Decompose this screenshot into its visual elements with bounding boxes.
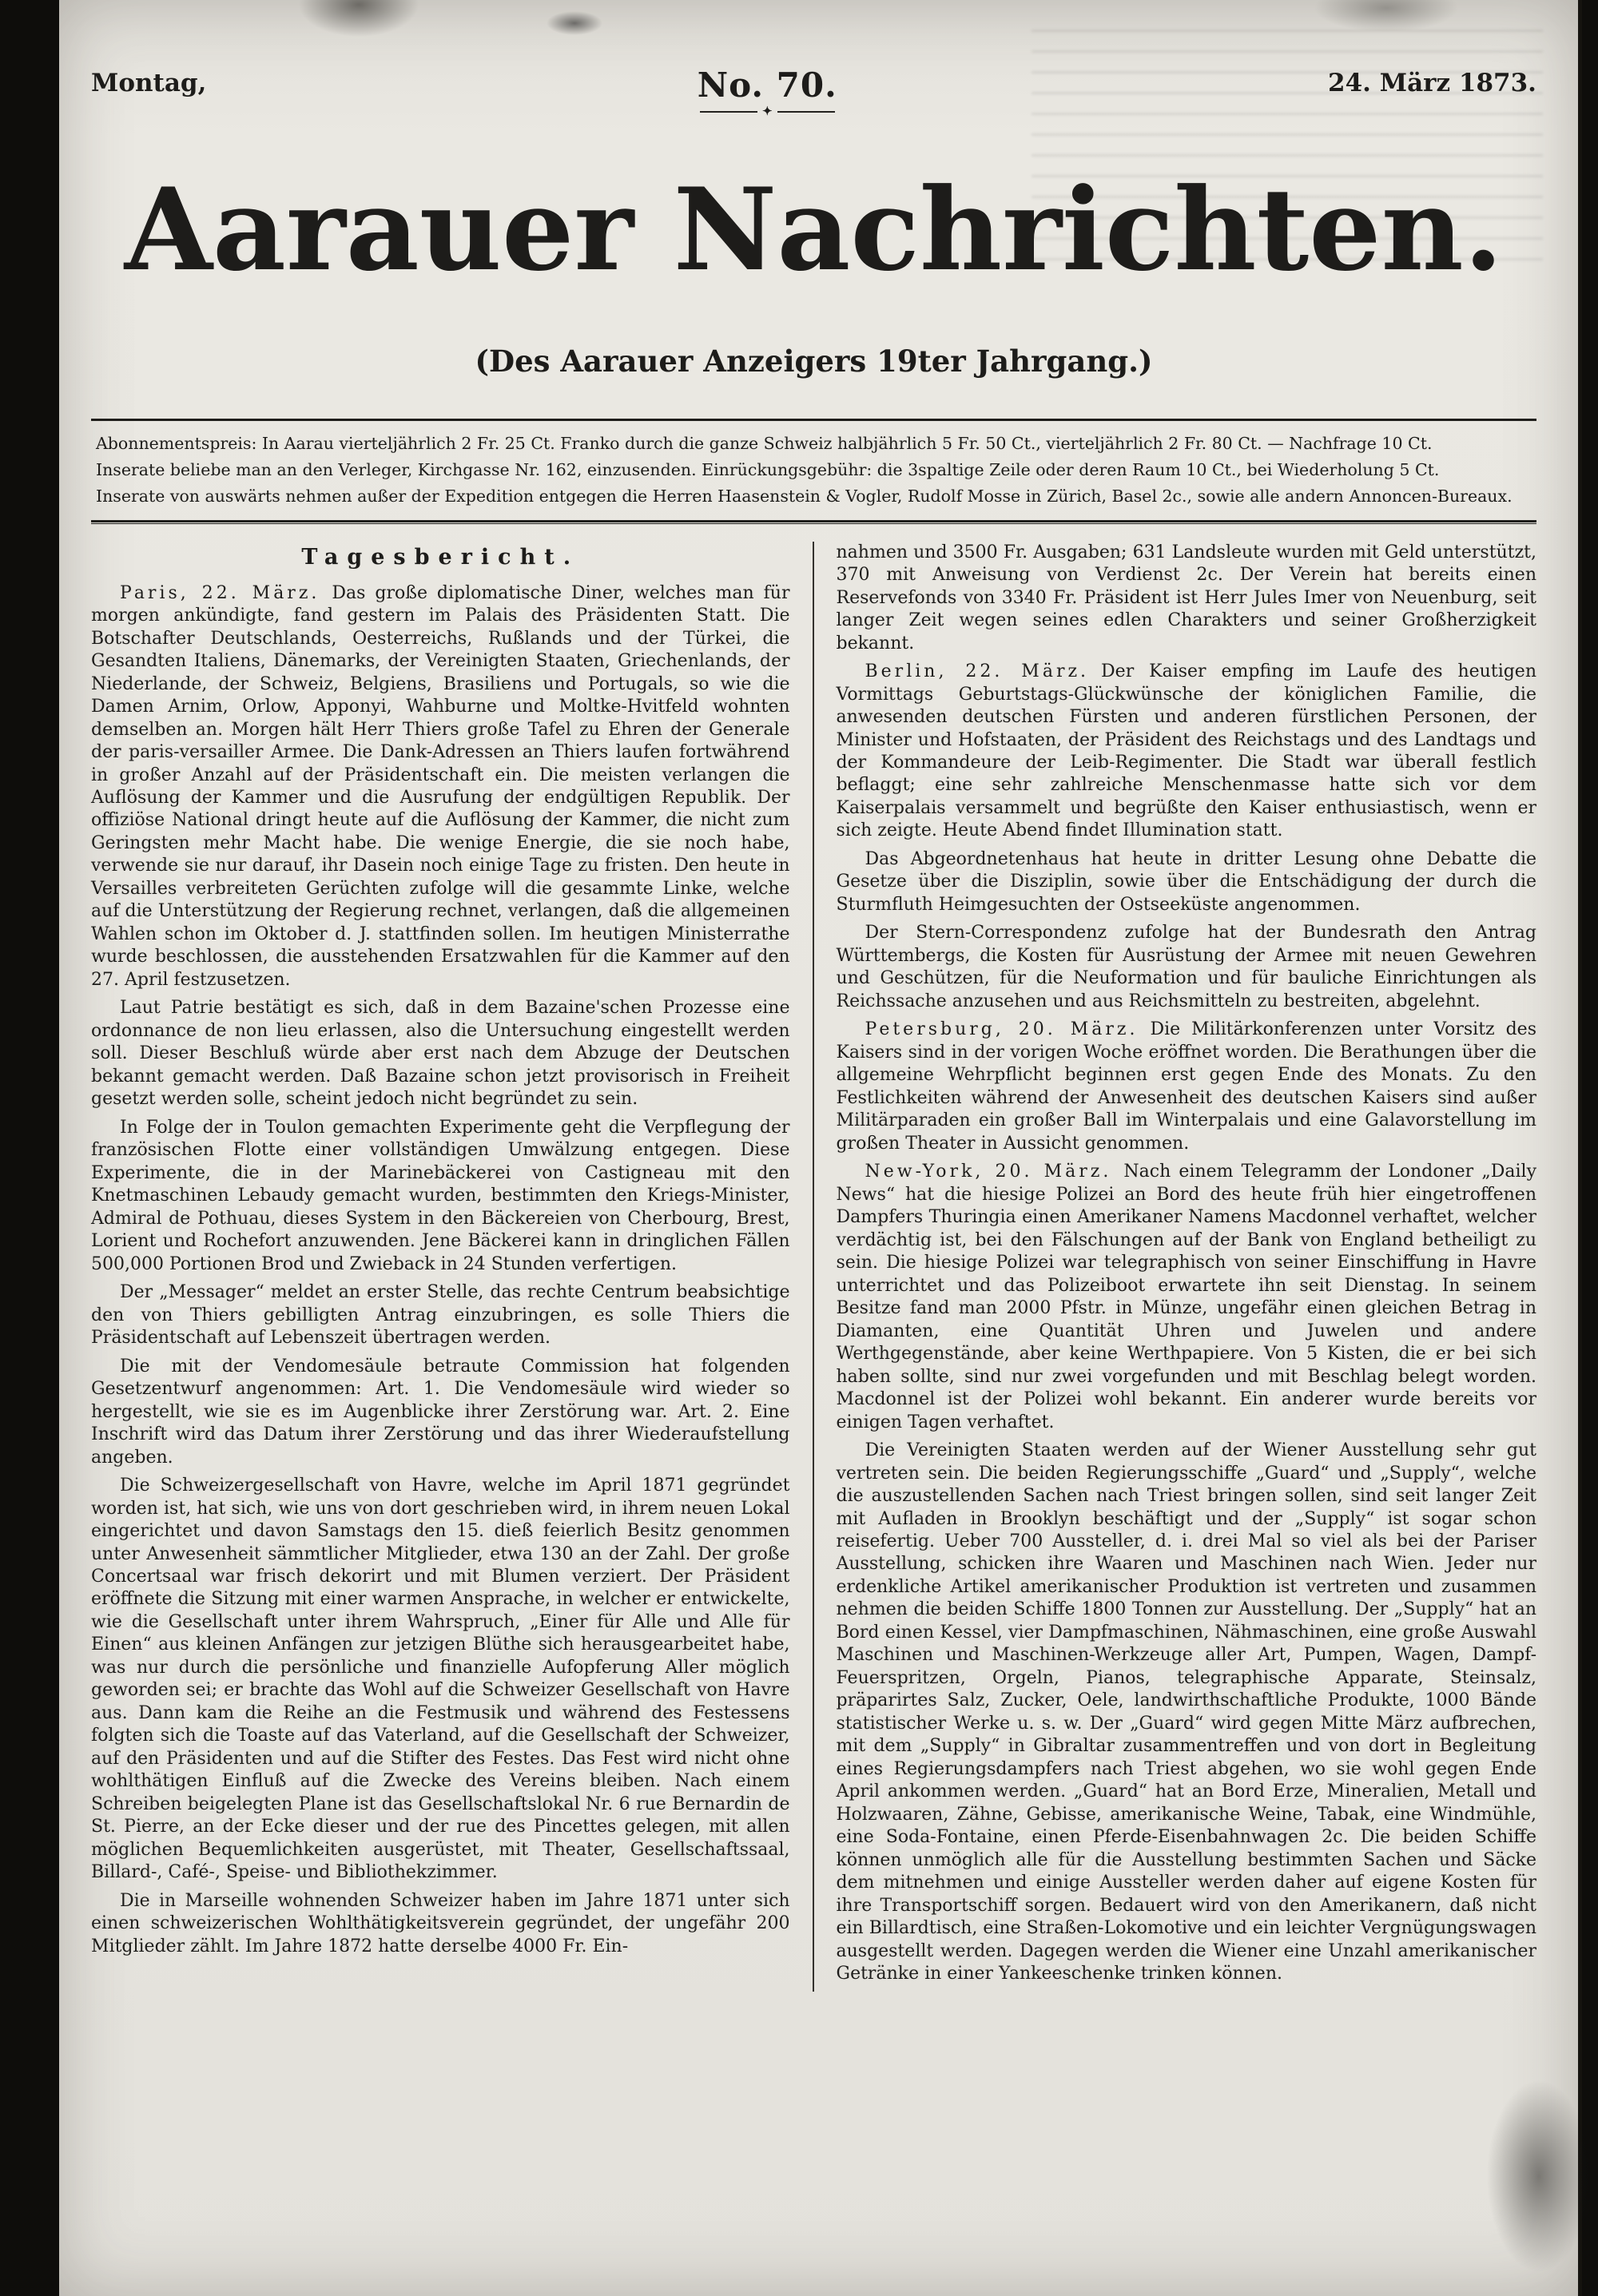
- column-left: [91, 542, 814, 1992]
- imprint-line: Inserate von auswärts nehmen außer der Expedition entgegen die Herren Haasenstein & Vogler, Rudolf Mosse in Zürich, Basel 2c., sowie alle andern Annoncen-Bureaux.: [96, 487, 1513, 506]
- article-dateline: Paris, 22. März.: [120, 582, 332, 603]
- article-paragraph: nahmen und 3500 Fr. Ausgaben; 631 Landsleute wurden mit Geld unterstützt, 370 mit Anweisung von Verdienst 2c. Der Verein hat bereits einen Reservefonds von 3340 Fr. Präsident ist Herr Jules Imer von Neuenburg, seit langer Zeit wegen seines edlen Charakters und seiner Großherzigkeit bekannt.: [836, 542, 1536, 653]
- article-paragraph: Die in Marseille wohnenden Schweizer haben im Jahre 1871 unter sich einen schweizerischen Wohlthätigkeitsverein gegründet, der ungefähr 200 Mitglieder zählt. Im Jahre 1872 hatte derselbe 4000 Fr. Ein-: [91, 1890, 790, 1956]
- article-paragraph: Petersburg, 20. März. Die Militärkonferenzen unter Vorsitz des Kaisers sind in der vorigen Woche eröffnet worden. Die Berathungen über die allgemeine Wehrpflicht beginnen erst gegen Ende des Monats. Zu den Festlichkeiten während der Anwesenheit des deutschen Kaisers sind außer Militärparaden ein großer Ball im Winterpalais und eine Galavorstellung im großen Theater in Aussicht genommen.: [836, 1019, 1536, 1154]
- article-dateline: Berlin, 22. März.: [865, 661, 1102, 682]
- article-paragraph: Paris, 22. März. Das große diplomatische Diner, welches man für morgen ankündigte, fand gestern im Palais des Präsidenten Statt. Die Botschafter Deutschlands, Oesterreichs, Rußlands und der Türkei, die Gesandten Italiens, Dänemarks, der Vereinigten Staaten, Griechenlands, der Niederlande, der Schweiz, Belgiens, Brasiliens und Portugals, so wie die Damen Arnim, Orlow, Apponyi, Wahburne und Moltke-Hvitfeld wohnten demselben an. Morgen hält Herr Thiers große Tafel zu Ehren der Generale der paris-versailler Armee. Die Dank-Adressen an Thiers laufen fortwährend in großer Anzahl auf der Präsidentschaft ein. Die meisten verlangen die Auflösung der Kammer und die Ausrufung der endgültigen Republik. Der offiziöse National dringt heute auf die Auflösung der Kammer, die nicht zum Geringsten mehr Macht habe. Die wenige Energie, die sie noch habe, verwende sie nur darauf, ihr Dasein noch einige Tage zu fristen. Den heute in Versailles verbreiteten Gerüchten zufolge will die gesammte Linke, welche auf die Unterstützung der Regierung rechnet, verlangen, daß die allgemeinen Wahlen schon im Oktober d. J. stattfinden sollen. Im heutigen Ministerrathe wurde beschlossen, die ausstehenden Ersatzwahlen für die Kammer auf den 27. April festzusetzen.: [91, 582, 790, 990]
- ornament-icon: ✦: [761, 104, 773, 118]
- article-dateline: Petersburg, 20. März.: [865, 1019, 1151, 1040]
- article-column-body: [837, 542, 1537, 1986]
- imprint-line: Abonnementspreis: In Aarau vierteljährlich 2 Fr. 25 Ct. Franko durch die ganze Schweiz halbjährlich 5 Fr. 50 Ct., vierteljährlich 2 Fr. 80 Ct. — Nachfrage 10 Ct.: [96, 434, 1433, 454]
- article-dateline: New-York, 20. März.: [865, 1162, 1124, 1182]
- imprint-line: Inserate beliebe man an den Verleger, Kirchgasse Nr. 162, einzusenden. Einrückungsgebühr: die 3spaltige Zeile oder deren Raum 10 Ct., bei Wiederholung 5 Ct.: [96, 460, 1440, 480]
- article-paragraph: Die Schweizergesellschaft von Havre, welche im April 1871 gegründet worden ist, hat sich, wie uns von dort geschrieben wird, in ihrem neuen Lokal eingerichtet und davon Samstags den 15. dieß feierlich Besitz genommen unter Anwesenheit sämmtlicher Mitglieder, etwa 130 an der Zahl. Der große Concertsaal war frisch dekorirt und mit Blumen verziert. Der Präsident eröffnete die Sitzung mit einer warmen Ansprache, in welcher er entwickelte, wie die Gesellschaft unter ihrem Wahrspruch, „Einer für Alle und Alle für Einen“ aus kleinen Anfängen zur jetzigen Blüthe sich herausgearbeitet habe, was nur durch die persönliche und finanzielle Aufopferung Aller möglich geworden sei; er brachte das Wohl auf die Schweizer Gesellschaft von Havre aus. Dann kam die Reihe an die Festmusik und während des Festessens folgten sich die Toaste auf das Vaterland, auf die Gesellschaft der Schweizer, auf den Präsidenten und auf die Stifter des Festes. Das Fest wird nicht ohne wohlthätigen Einfluß auf die Zwecke des Vereins bleiben. Nach einem Schreiben beigelegten Plane ist das Gesellschaftslokal Nr. 6 rue Bernardin de St. Pierre, an der Ecke dieser und der rue des Pincettes gelegen, mit allen möglichen Bequemlichkeiten ausgerüstet, mit Theater, Gesellschaftssaal, Billard-, Café-, Speise- und Bibliothekzimmer.: [91, 1476, 790, 1883]
- ornament-line: [700, 111, 757, 113]
- article-paragraph: New-York, 20. März. Nach einem Telegramm der Londoner „Daily News“ hat die hiesige Polizei an Bord des heute früh hier eingetroffenen Dampfers Thuringia einen Amerikaner Namens Macdonnel verhaftet, welcher verdächtig ist, bei den Fälschungen auf der Bank von England betheiligt zu sein. Die hiesige Polizei war telegraphisch von seiner Einschiffung in Havre unterrichtet und das Polizeiboot erwartete ihn seit Dienstag. In seinem Besitze fand man 2000 Pfstr. in Münze, ungefähr einen gleichen Betrag in Diamanten, eine Quantität Uhren und Juwelen und andere Werthgegenstände, aber keine Werthpapiere. Von 5 Kisten, die er bei sich haben sollte, sind nur zwei vorgefunden und mit Beschlag belegt worden. Macdonnel ist der Polizei wohl bekannt. Ein anderer wurde bereits vor einigen Tagen verhaftet.: [836, 1162, 1536, 1432]
- article-columns: [91, 542, 1536, 1992]
- issue-header: [91, 0, 1536, 117]
- article-paragraph: Laut Patrie bestätigt es sich, daß in dem Bazaine'schen Prozesse eine ordonnance de non lieu erlassen, also die Untersuchung eingestellt werden soll. Dieser Beschluß würde aber erst nach dem Abzuge der Deutschen bekannt gemacht werden. Daß Bazaine schon jetzt provisorisch in Freiheit gesetzt werden solle, scheint jedoch nicht begründet zu sein.: [91, 998, 790, 1110]
- article-paragraph: Das Abgeordnetenhaus hat heute in dritter Lesung ohne Debatte die Gesetze über die Disziplin, sowie über die Entschädigung der durch die Sturmfluth Heimgesuchten der Ostseeküste angenommen.: [836, 848, 1536, 915]
- column-right: [814, 542, 1537, 1992]
- article-paragraph: Die mit der Vendomesäule betraute Commission hat folgenden Gesetzentwurf angenommen: Art. 1. Die Vendomesäule wird wieder so hergestellt, wie sie es im Augenblicke ihrer Zerstörung war. Art. 2. Eine Inschrift wird das Datum ihrer Zerstörung und das ihrer Wiederaufstellung angeben.: [91, 1356, 790, 1468]
- newspaper-page: [59, 0, 1582, 2296]
- article-column-body: [91, 582, 790, 1959]
- article-paragraph: Der Stern-Correspondenz zufolge hat der Bundesrath den Antrag Württembergs, die Kosten für Ausrüstung der Armee mit neuen Gewehren und Geschützen, für die Neuformation und für bauliche Einrichtungen als Reichssache anzusehen und aus Reichsmitteln zu bestreiten, abgelehnt.: [836, 923, 1536, 1011]
- divider-rule-double: [91, 520, 1536, 524]
- weekday-label: Montag,: [91, 69, 207, 97]
- page-content: [59, 0, 1578, 2296]
- issue-ornament: [698, 105, 837, 117]
- section-heading: Tagesbericht.: [301, 544, 580, 570]
- article-paragraph: Die Vereinigten Staaten werden auf der Wiener Ausstellung sehr gut vertreten sein. Die beiden Regierungsschiffe „Guard“ und „Supply“, welche die auszustellenden Sachen nach Triest bringen sollen, sind seit langer Zeit mit Aufladen in Brooklyn beschäftigt und der „Supply“ ist sogar schon reisefertig. Ueber 700 Aussteller, d. i. drei Mal so viel als bei der Pariser Ausstellung, schicken ihre Waaren und Maschinen nach Wien. Jeder nur erdenkliche Artikel amerikanischer Produktion ist vertreten und zusammen nehmen die beiden Schiffe 1800 Tonnen zur Ausstellung. Der „Supply“ hat an Bord einen Kessel, vier Dampfmaschinen, Nähmaschinen, eine große Auswahl Maschinen und Maschinen-Werkzeuge aller Art, Pumpen, Wagen, Dampf-Feuerspritzen, Orgeln, Pianos, telegraphische Apparate, Steinsalz, präparirtes Salz, Zucker, Oele, landwirthschaftliche Produkte, 1000 Bände statistischer Werke u. s. w. Der „Guard“ wird gegen Mitte März aufbrechen, mit dem „Supply“ in Gibraltar zusammentreffen und von dort in Begleitung eines Regierungsdampfers nach Triest abgehen, wo sie wohl gegen Ende April ankommen werden. „Guard“ hat an Bord Erze, Mineralien, Metall und Holzwaaren, Zähne, Gebisse, amerikanische Weine, Tabak, eine Windmühle, eine Soda-Fontaine, einen Pferde-Eisenbahnwagen 2c. Die beiden Schiffe können unmöglich alle für die Ausstellung bestimmten Sachen und Säcke dem mitnehmen und einige Aussteller werden daher auf eigene Kosten für ihre Transportschiff sorgen. Bedauert wird von den Amerikanern, daß nicht ein Billardtisch, eine Straßen-Lokomotive und ein leichter Vergnügungswagen ausgestellt werden. Dagegen werden die Wiener eine Unzahl amerikanischer Getränke in einer Yankeeschenke trinken können.: [836, 1440, 1536, 1984]
- imprint-block: [91, 421, 1536, 520]
- article-paragraph: Berlin, 22. März. Der Kaiser empfing im Laufe des heutigen Vormittags Geburtstags-Glückwünsche der königlichen Familie, die anwesenden deutschen Fürsten und anderen fürstlichen Personen, der Minister und Hofstaaten, der Präsident des Reichstags und des Landtags und der Kommandeure der Leib-Regimenter. Die Stadt war überall festlich beflaggt; eine sehr zahlreiche Menschenmasse hatte sich vor dem Kaiserpalais versammelt und begrüßte den Kaiser enthusiastisch, wenn er sich zeigte. Heute Abend findet Illumination statt.: [836, 661, 1536, 841]
- issue-number: No. 70.: [697, 66, 837, 105]
- masthead-title: Aarauer Nachrichten.: [124, 164, 1504, 296]
- masthead-subtitle: (Des Aarauer Anzeigers 19ter Jahrgang.): [475, 344, 1153, 379]
- issue-number-block: [697, 66, 837, 118]
- article-paragraph: Der „Messager“ meldet an erster Stelle, das rechte Centrum beabsichtige den von Thiers gebilligten Antrag einzubringen, es solle Thiers die Präsidentschaft auf Lebenszeit übertragen werden.: [91, 1282, 790, 1349]
- article-paragraph: In Folge der in Toulon gemachten Experimente geht die Verpflegung der französischen Flotte einer vollständigen Umwälzung entgegen. Diese Experimente, die in der Marinebäckerei von Castigneau mit den Knetmaschinen Lebaudy gemacht wurden, bestimmten den Kriegs-Minister, Admiral de Pothuau, dieses System in den Bäckereien von Cherbourg, Brest, Lorient und Rochefort anzuwenden. Jene Bäckerei kann in dringlichen Fällen 500,000 Portionen Brod und Zwieback in 24 Stunden verfertigen.: [91, 1117, 790, 1274]
- issue-date: 24. März 1873.: [1328, 69, 1536, 97]
- ornament-line: [777, 111, 835, 113]
